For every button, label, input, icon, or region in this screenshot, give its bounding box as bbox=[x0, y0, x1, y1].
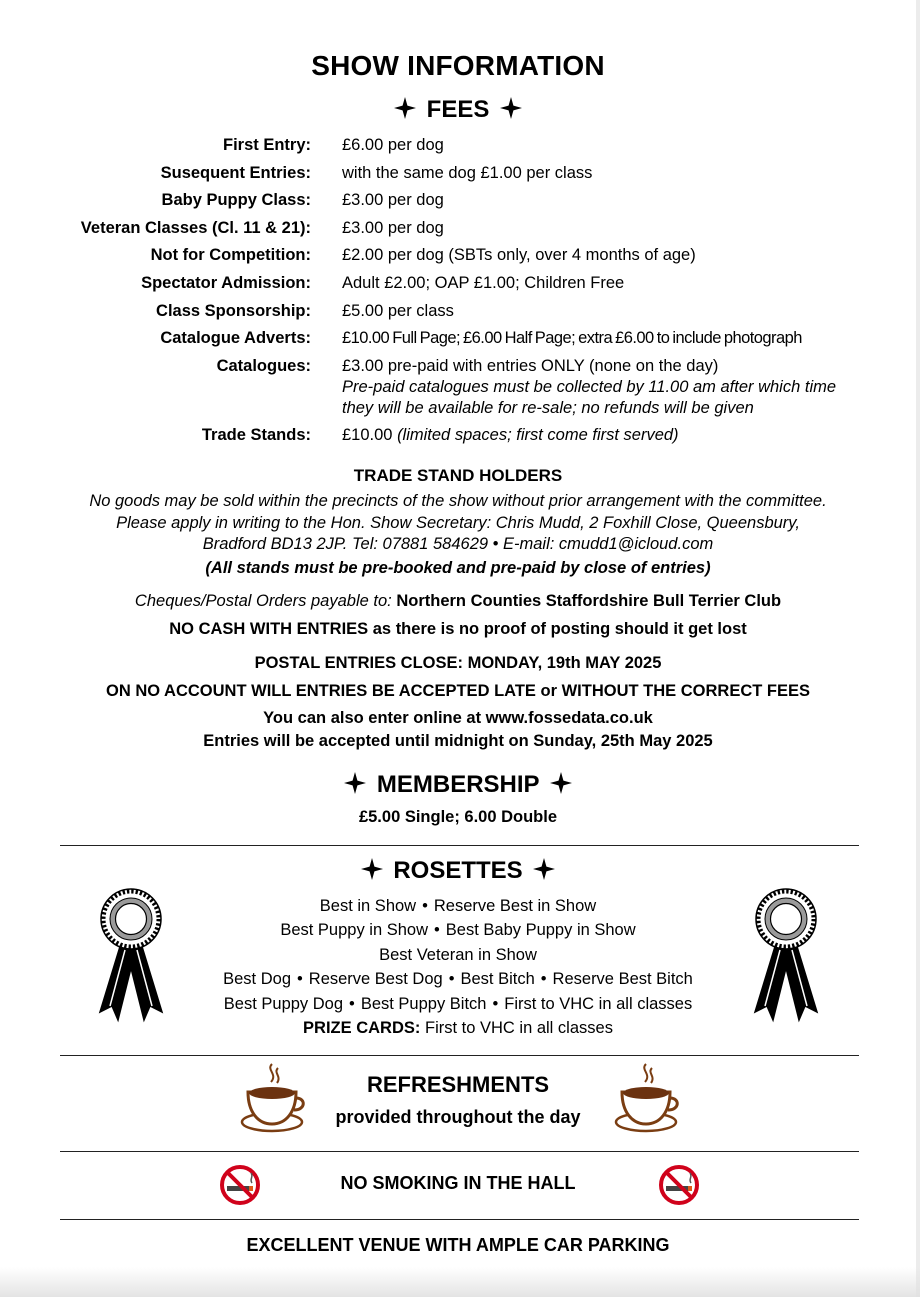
award-name: Reserve Best Dog bbox=[308, 970, 443, 989]
fee-value-group bbox=[342, 356, 872, 419]
star-icon bbox=[344, 772, 366, 794]
refreshments-sub: provided throughout the day bbox=[335, 1107, 581, 1127]
entries-online-until: Entries will be accepted until midnight on Sunday, 25th May 2025 bbox=[203, 732, 713, 750]
fee-value: with the same dog £1.00 per class bbox=[342, 163, 593, 182]
no-smoking-icon bbox=[658, 1164, 700, 1206]
divider bbox=[60, 845, 859, 846]
rosette-icon bbox=[747, 888, 825, 1024]
trade-text: Please apply in writing to the Hon. Show Secretary: Chris Mudd, 2 Foxhill Close, Queensbury, bbox=[116, 514, 800, 532]
award-name: Best Veteran in Show bbox=[379, 945, 537, 964]
fee-label: Catalogues: bbox=[216, 356, 311, 375]
fee-label: Susequent Entries: bbox=[160, 163, 311, 182]
award-name: Best Bitch bbox=[460, 970, 535, 989]
fees-table bbox=[0, 135, 916, 453]
trade-contact: Bradford BD13 2JP. Tel: 07881 584629 • E-mail: cmudd1@icloud.com bbox=[202, 535, 714, 553]
divider bbox=[60, 1055, 859, 1056]
fee-row bbox=[0, 301, 916, 322]
divider bbox=[60, 1151, 859, 1152]
page-shadow bbox=[0, 1267, 920, 1297]
fee-value: £3.00 pre-paid with entries ONLY (none on the day) bbox=[342, 356, 719, 375]
fee-label: Baby Puppy Class: bbox=[161, 191, 311, 210]
fee-row bbox=[0, 163, 916, 184]
star-icon bbox=[533, 858, 555, 880]
award-name: First to VHC in all classes bbox=[504, 994, 693, 1013]
fees-heading-row bbox=[0, 96, 916, 124]
fee-value: £2.00 per dog (SBTs only, over 4 months of age) bbox=[342, 246, 696, 265]
rosette-line: Best Dog • Reserve Best Dog • Best Bitch • Reserve Best Bitch bbox=[223, 970, 693, 989]
entries-close: POSTAL ENTRIES CLOSE: MONDAY, 19th MAY 2025 bbox=[254, 654, 662, 672]
page-title: SHOW INFORMATION bbox=[311, 50, 605, 81]
award-name: Reserve Best Bitch bbox=[552, 970, 693, 989]
fee-label: Catalogue Adverts: bbox=[160, 329, 311, 348]
fee-row bbox=[0, 356, 916, 419]
payment-line bbox=[0, 590, 916, 612]
fee-row bbox=[0, 273, 916, 294]
coffee-cup-icon bbox=[238, 1062, 306, 1136]
fee-label: Class Sponsorship: bbox=[156, 301, 311, 320]
membership-fees: £5.00 Single; 6.00 Double bbox=[358, 808, 558, 826]
venue-notice: EXCELLENT VENUE WITH AMPLE CAR PARKING bbox=[246, 1235, 670, 1255]
star-icon bbox=[500, 97, 522, 119]
fee-value: Adult £2.00; OAP £1.00; Children Free bbox=[342, 273, 625, 292]
fee-row bbox=[0, 425, 916, 446]
entries-online: You can also enter online at www.fossedata.co.uk bbox=[263, 709, 653, 727]
fees-heading: FEES bbox=[426, 96, 490, 123]
rosette-icon bbox=[92, 888, 170, 1024]
fee-label: Not for Competition: bbox=[150, 246, 311, 265]
fee-row bbox=[0, 190, 916, 211]
fee-label: Trade Stands: bbox=[201, 426, 311, 445]
fee-value: £3.00 per dog bbox=[342, 191, 444, 210]
fee-value: £5.00 per class bbox=[342, 301, 454, 320]
fee-label: Spectator Admission: bbox=[141, 273, 311, 292]
no-smoking-icon bbox=[219, 1164, 261, 1206]
fee-value: £10.00 bbox=[342, 426, 393, 445]
fee-note: Pre-paid catalogues must be collected by 11.00 am after which time they will be available for re-sale; no refunds will be given bbox=[342, 377, 837, 417]
award-name: Reserve Best in Show bbox=[433, 897, 597, 915]
coffee-cup-icon bbox=[612, 1062, 680, 1136]
fee-row bbox=[0, 218, 916, 239]
award-name: Best Baby Puppy in Show bbox=[445, 921, 636, 940]
prize-cards-text: First to VHC in all classes bbox=[424, 1019, 613, 1038]
star-icon bbox=[550, 772, 572, 794]
star-icon bbox=[361, 858, 383, 880]
fee-value: £6.00 per dog bbox=[342, 136, 444, 154]
fee-row bbox=[0, 135, 916, 156]
entries-late-notice: ON NO ACCOUNT WILL ENTRIES BE ACCEPTED LATE or WITHOUT THE CORRECT FEES bbox=[106, 682, 810, 700]
award-name: Best Puppy in Show bbox=[280, 921, 428, 940]
payment-prefix: Cheques/Postal Orders payable to: bbox=[134, 592, 392, 610]
page-edge bbox=[916, 0, 920, 1297]
membership-heading-row bbox=[0, 771, 916, 799]
fee-value: £10.00 Full Page; £6.00 Half Page; extra £6.00 to include photograph bbox=[342, 329, 802, 348]
rosettes-heading: ROSETTES bbox=[393, 857, 523, 884]
fee-row bbox=[0, 328, 916, 349]
star-icon bbox=[394, 97, 416, 119]
no-cash-notice: NO CASH WITH ENTRIES as there is no proof of posting should it get lost bbox=[169, 620, 747, 638]
award-name: Best Puppy Dog bbox=[223, 994, 344, 1013]
fee-note: (limited spaces; first come first served) bbox=[397, 426, 679, 445]
fee-label: Veteran Classes (Cl. 11 & 21): bbox=[80, 218, 311, 237]
fee-label: First Entry: bbox=[222, 136, 311, 154]
award-name: Best Dog bbox=[223, 970, 291, 989]
prize-cards-label: PRIZE CARDS: bbox=[303, 1019, 421, 1038]
rosette-line: Best in Show • Reserve Best in Show bbox=[319, 897, 597, 915]
membership-heading: MEMBERSHIP bbox=[376, 771, 540, 798]
rosette-line: Best Puppy in Show • Best Baby Puppy in Show bbox=[280, 921, 636, 940]
award-name: Best Puppy Bitch bbox=[360, 994, 487, 1013]
fee-value: £3.00 per dog bbox=[342, 218, 444, 237]
trade-heading: TRADE STAND HOLDERS bbox=[353, 466, 563, 485]
rosettes-heading-row bbox=[0, 857, 916, 885]
divider bbox=[60, 1219, 859, 1220]
trade-note: (All stands must be pre-booked and pre-paid by close of entries) bbox=[205, 559, 711, 577]
rosette-line: Best Puppy Dog • Best Puppy Bitch • First to VHC in all classes bbox=[223, 994, 693, 1013]
payment-payee: Northern Counties Staffordshire Bull Terrier Club bbox=[396, 592, 782, 610]
no-smoking-notice: NO SMOKING IN THE HALL bbox=[340, 1173, 576, 1193]
award-name: Best in Show bbox=[319, 897, 417, 915]
trade-text: No goods may be sold within the precincts of the show without prior arrangement with the committee. bbox=[89, 492, 827, 510]
fee-value-group bbox=[342, 425, 872, 446]
refreshments-heading: REFRESHMENTS bbox=[366, 1072, 550, 1097]
fee-row bbox=[0, 245, 916, 266]
